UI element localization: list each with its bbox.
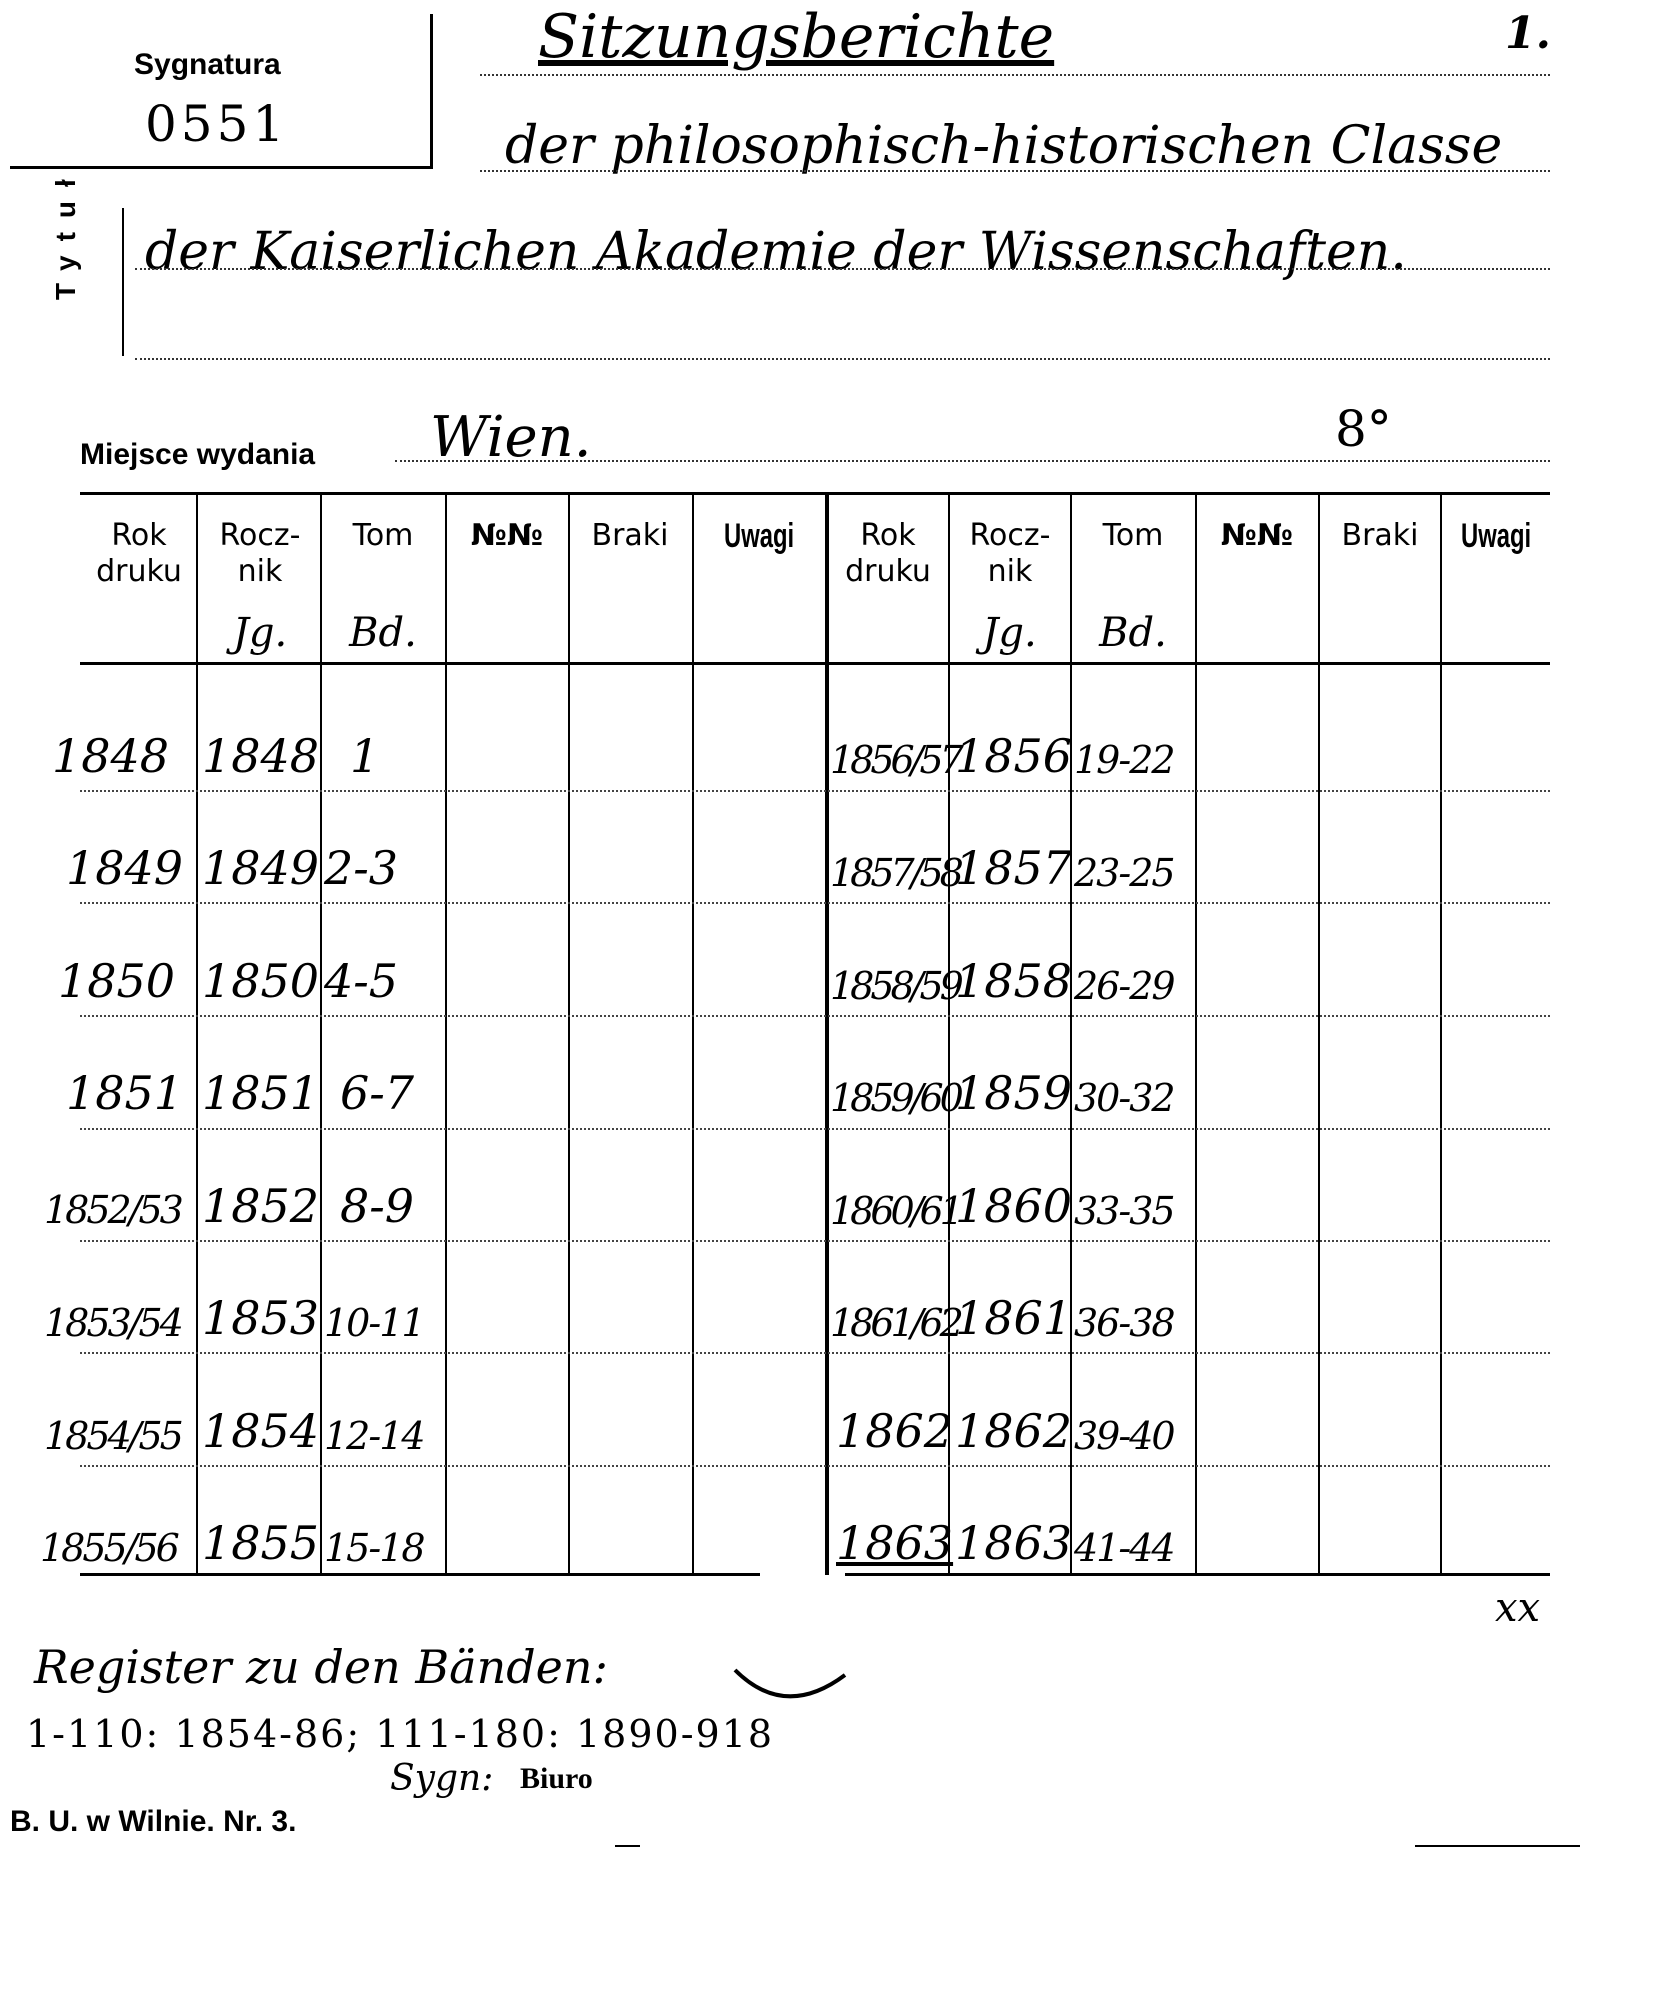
col-divider: [1440, 495, 1442, 1575]
cell-rok: 1849: [66, 841, 184, 895]
header-braki-left: Braki: [591, 518, 669, 553]
table-top-line: [80, 492, 1550, 495]
cell-rok: 1861/62: [830, 1301, 960, 1345]
header-braki-right: Braki: [1341, 518, 1419, 553]
header-uwagi-left-text: Uwagi: [723, 517, 795, 555]
cell-rocznik: 1853: [202, 1291, 320, 1345]
signature-box-right: [430, 14, 433, 169]
cell-rok: 1852/53: [44, 1188, 181, 1232]
row-line: [80, 1465, 1550, 1467]
cell-rocznik: 1862: [955, 1404, 1073, 1458]
signature-label: Sygnatura: [134, 48, 281, 81]
cell-tom: 41-44: [1074, 1526, 1174, 1570]
header-tom-hand-right: Bd.: [1099, 610, 1167, 656]
cell-rok: 1848: [52, 729, 170, 783]
cell-rocznik: 1851: [202, 1066, 320, 1120]
cell-tom: 6-7: [340, 1066, 415, 1120]
cell-rocznik: 1857: [955, 841, 1073, 895]
cell-tom: 30-32: [1074, 1076, 1174, 1120]
cell-tom: 36-38: [1074, 1301, 1174, 1345]
curve-mark: [730, 1665, 850, 1725]
xx-mark: xx: [1495, 1585, 1541, 1631]
place-label: Miejsce wydania: [80, 438, 316, 471]
cell-tom: 15-18: [324, 1526, 424, 1570]
cell-rok: 1855/56: [40, 1526, 177, 1570]
cell-tom: 26-29: [1074, 964, 1174, 1008]
header-uwagi-right-text: Uwagi: [1460, 517, 1532, 555]
signature-value: 0551: [145, 95, 289, 153]
header-tom-right: Tom: [1102, 518, 1164, 553]
header-numbers-right: №№: [1220, 518, 1294, 553]
cell-rok: 1862: [836, 1404, 954, 1458]
title-dotline-1: [480, 74, 1550, 76]
row-line: [80, 1352, 1550, 1354]
cell-rok: 1850: [58, 954, 176, 1008]
sygn-note: Sygn:: [390, 1758, 494, 1799]
footer-line-right: [1415, 1845, 1580, 1847]
title-dotline-4: [135, 358, 1550, 360]
cell-rok: 1860/61: [830, 1189, 960, 1233]
header-tom-hand-left: Bd.: [349, 610, 417, 656]
title-bracket: [122, 208, 124, 356]
biuro-stamp: Biuro: [520, 1762, 593, 1795]
cell-rocznik: 1849: [202, 841, 320, 895]
cell-rok: 1857/58: [830, 851, 960, 895]
title-line-3: der Kaiserlichen Akademie der Wissenschaften.: [145, 222, 1407, 282]
cell-tom: 10-11: [324, 1301, 424, 1345]
cell-rok: 1854/55: [44, 1414, 181, 1458]
format-value: 8°: [1335, 400, 1392, 458]
title-side-label: Tytuł: [50, 165, 81, 300]
cell-rok: 1858/59: [830, 964, 960, 1008]
cell-rocznik: 1855: [202, 1516, 320, 1570]
footer-dash: [615, 1845, 640, 1847]
place-value: Wien.: [430, 405, 592, 470]
title-line-1: Sitzungsberichte: [538, 2, 1055, 72]
cell-tom: 39-40: [1074, 1414, 1174, 1458]
col-divider: [196, 495, 198, 1575]
header-rocznik-right: Rocz-nik: [969, 518, 1051, 589]
cell-tom: 4-5: [324, 954, 399, 1008]
cell-rocznik: 1859: [955, 1066, 1073, 1120]
header-numbers-left: №№: [470, 518, 544, 553]
cell-tom: 8-9: [340, 1179, 415, 1233]
cell-rok: 1853/54: [44, 1301, 181, 1345]
col-divider: [1195, 495, 1197, 1575]
cell-tom: 19-22: [1074, 738, 1174, 782]
row-line: [80, 1240, 1550, 1242]
register-title: Register zu den Bänden:: [34, 1640, 608, 1694]
header-uwagi-right: [1442, 518, 1550, 556]
cell-tom: 33-35: [1074, 1189, 1174, 1233]
place-dotline: [395, 460, 1550, 462]
header-rocznik-left: Rocz-nik: [219, 518, 301, 589]
col-divider: [320, 495, 322, 1575]
col-divider: [692, 495, 694, 1575]
cell-rocznik: 1854: [202, 1404, 320, 1458]
header-rok-right: Rok druku: [845, 518, 931, 589]
cell-tom: 23-25: [1074, 851, 1174, 895]
cell-rocznik: 1860: [955, 1179, 1073, 1233]
table-header-line: [80, 662, 1550, 665]
cell-tom: 1: [350, 729, 380, 783]
header-uwagi-left: [694, 518, 824, 556]
cell-tom: 2-3: [324, 841, 399, 895]
cell-rok: 1859/60: [830, 1076, 960, 1120]
cell-rocznik: 1863: [955, 1516, 1073, 1570]
col-divider: [568, 495, 570, 1575]
row-line: [80, 1015, 1550, 1017]
row-line: [80, 902, 1550, 904]
header-rok-left: Rok druku: [96, 518, 182, 589]
col-divider-center: [825, 495, 829, 1575]
cell-rok: 1851: [66, 1066, 184, 1120]
cell-rocznik: 1848: [202, 729, 320, 783]
footer-text: B. U. w Wilnie. Nr. 3.: [10, 1805, 297, 1838]
card-number: 1.: [1505, 8, 1551, 59]
register-ranges: 1-110: 1854-86; 111-180: 1890-918: [26, 1712, 775, 1756]
cell-rocznik: 1852: [202, 1179, 320, 1233]
cell-rok: 1863: [836, 1516, 954, 1570]
col-divider: [1318, 495, 1320, 1575]
cell-rok: 1856/57: [830, 738, 960, 782]
title-dotline-3: [135, 268, 1550, 270]
header-tom-left: Tom: [352, 518, 414, 553]
cell-rocznik: 1850: [202, 954, 320, 1008]
row-line: [80, 790, 1550, 792]
cell-rocznik: 1861: [955, 1291, 1073, 1345]
cell-rocznik: 1858: [955, 954, 1073, 1008]
header-rocznik-hand-right: Jg.: [982, 610, 1037, 656]
title-dotline-2: [480, 170, 1550, 172]
table-bottom-line-right: [845, 1573, 1550, 1576]
cell-rocznik: 1856: [955, 729, 1073, 783]
cell-tom: 12-14: [324, 1414, 424, 1458]
row-line: [80, 1128, 1550, 1130]
col-divider: [445, 495, 447, 1575]
title-line-2: der philosophisch-historischen Classe: [505, 116, 1503, 176]
header-rocznik-hand-left: Jg.: [232, 610, 288, 656]
